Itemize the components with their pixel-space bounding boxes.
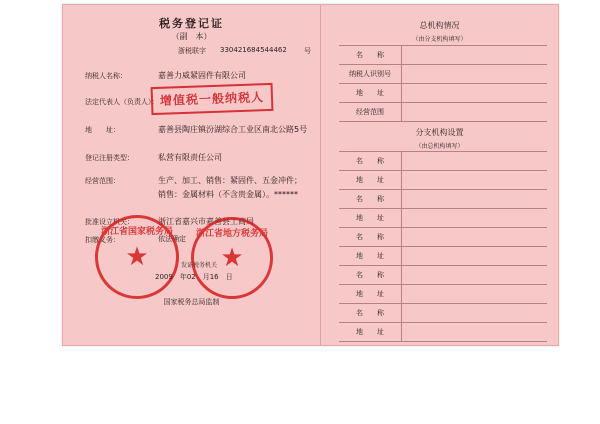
table-row: 名 称 <box>339 152 547 171</box>
table-row: 纳税人识别号 <box>339 65 547 84</box>
withholding-label: 扣缴义务： <box>85 236 120 244</box>
tax-registration-certificate <box>62 4 559 346</box>
local-tax-seal-text: 浙江省地方税务局 <box>195 229 268 239</box>
branch-table <box>339 151 547 342</box>
table-row: 名 称 <box>339 190 547 209</box>
certificate-title: 税务登记证 <box>159 17 224 30</box>
issue-date: 2009 年02 月16 日 <box>155 273 233 281</box>
serial-prefix: 浙税联字 <box>178 47 206 55</box>
legal-representative-label: 法定代表人（负责人）： <box>85 98 159 106</box>
table-row: 经营范围 <box>339 103 547 122</box>
business-scope-line1: 生产、加工、销售：紧固件、五金冲件； <box>158 176 302 185</box>
registration-type-label: 登记注册类型： <box>85 154 134 162</box>
hq-table <box>339 45 547 122</box>
branch-section-note: （由总机构填写） <box>415 143 464 150</box>
table-row: 地 址 <box>339 209 547 228</box>
taxpayer-name-value: 嘉善力威紧固件有限公司 <box>158 71 246 80</box>
certificate-footer: 国家税务总局监制 <box>163 298 220 306</box>
local-tax-seal <box>191 217 273 299</box>
table-row: 名 称 <box>339 228 547 247</box>
issuing-authority: 发证税务机关 <box>181 262 218 269</box>
table-row: 地 址 <box>339 285 547 304</box>
table-row: 名 称 <box>339 266 547 285</box>
certificate-subtitle: （副 本） <box>171 32 212 41</box>
branch-section-title: 分支机构设置 <box>415 128 464 137</box>
table-row: 地 址 <box>339 247 547 266</box>
star-icon: ★ <box>220 243 244 273</box>
table-row: 地 址 <box>339 171 547 190</box>
national-tax-seal <box>95 215 179 299</box>
table-row: 名 称 <box>339 304 547 323</box>
registration-type-value: 私营有限责任公司 <box>158 153 222 162</box>
address-value: 嘉善县陶庄镇汾湖综合工业区南北公路5号 <box>158 125 308 134</box>
approving-authority-value: 浙江省嘉兴市嘉善县工商局 <box>158 217 254 226</box>
national-tax-seal-text: 浙江省国家税务局 <box>100 227 173 237</box>
address-label: 地 址： <box>85 126 120 134</box>
withholding-value: 依法确定 <box>158 235 186 243</box>
hq-section-title: 总机构情况 <box>419 21 460 30</box>
serial-suffix: 号 <box>304 47 311 55</box>
serial-number: 330421684544462 <box>220 46 287 54</box>
table-row: 地 址 <box>339 323 547 342</box>
taxpayer-name-label: 纳税人名称： <box>85 72 127 80</box>
table-row: 地 址 <box>339 84 547 103</box>
business-scope-line2: 销售：金属材料（不含贵金属）。****** <box>158 190 298 199</box>
hq-section-note: （由分支机构填写） <box>412 36 467 43</box>
star-icon: ★ <box>125 242 149 272</box>
approving-authority-label: 批准设立机关： <box>85 218 134 226</box>
table-row: 名 称 <box>339 46 547 65</box>
left-page <box>63 5 320 345</box>
right-page <box>321 5 558 345</box>
business-scope-label: 经营范围： <box>85 177 120 185</box>
general-taxpayer-stamp: 增值税一般纳税人 <box>151 83 274 115</box>
